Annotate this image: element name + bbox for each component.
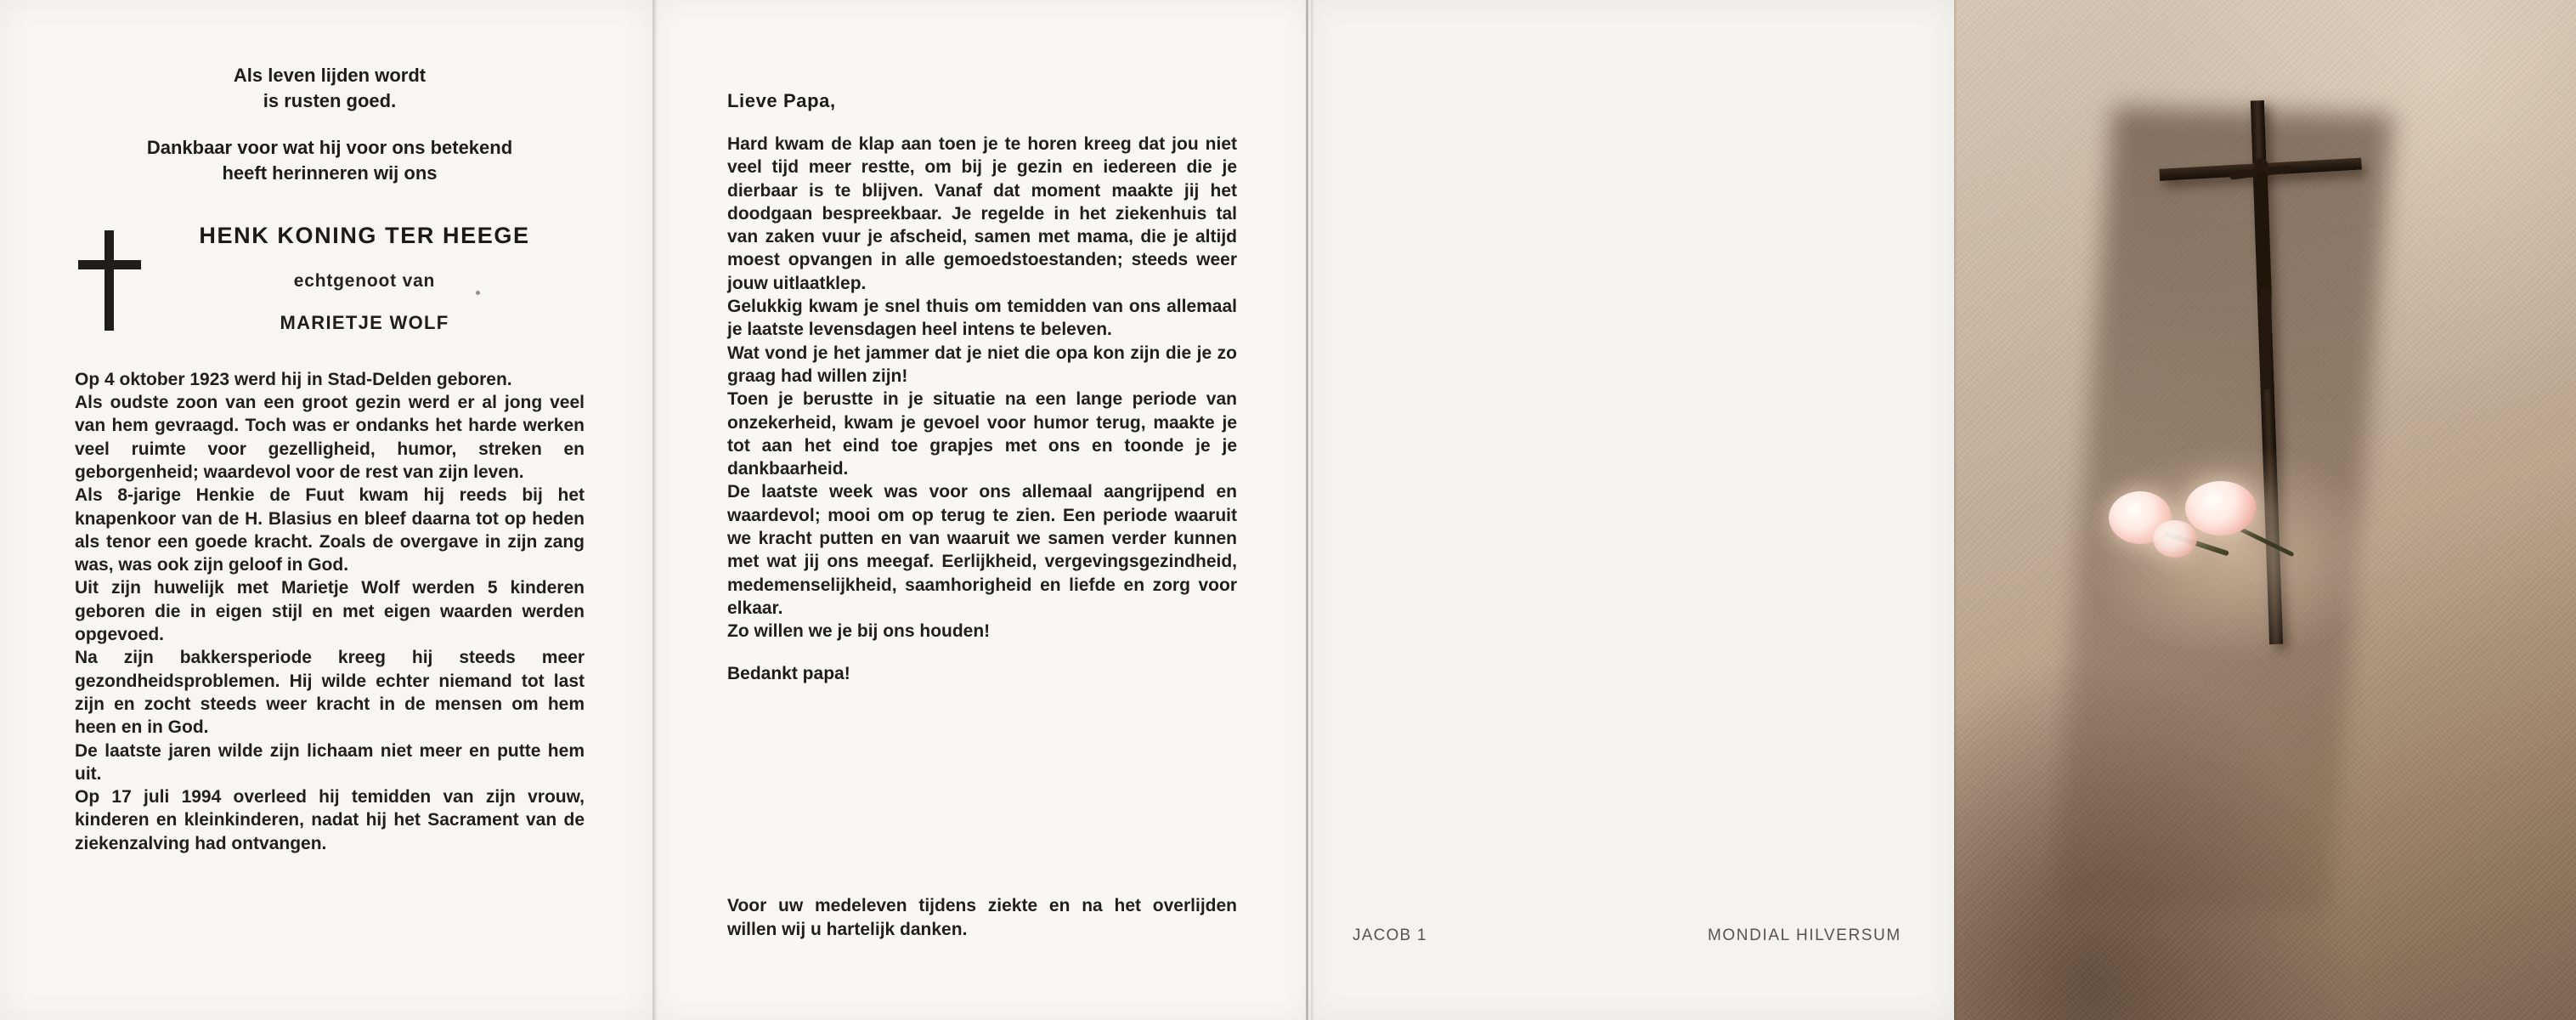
bio-paragraph: Na zijn bakkersperiode kreeg hij steeds meer gezondheidsproblemen. Hij wilde echter niemand tot last zijn en zocht steeds weer kracht in de mensen om hem heen en in God.: [75, 648, 585, 738]
relation-label: echtgenoot van: [293, 271, 436, 292]
fold-seam: [654, 0, 657, 1020]
paper-blemish-dot: [476, 291, 480, 295]
biography-content: [75, 63, 585, 855]
thanks-note: Voor uw medeleven tijdens ziekte en na het overlijden willen wij u hartelijk danken.: [727, 896, 1237, 939]
panel-biography: [0, 0, 654, 1020]
flower-arrangement: [2104, 476, 2316, 604]
image-reference-mark: JACOB 1: [1353, 926, 1427, 944]
panel-photo: [1954, 0, 2576, 1020]
biography-text: [75, 368, 585, 855]
cross-icon: [78, 230, 141, 331]
verse-line-2: is rusten goed.: [263, 89, 397, 111]
verse-line-3: Dankbaar voor wat hij voor ons betekend: [146, 137, 513, 159]
bio-paragraph: Op 17 juli 1994 overleed hij temidden van zijn vrouw, kinderen en kleinkinderen, nadat hij het Sacrament van de ziekenzalving had ontvangen.: [75, 787, 585, 853]
publisher-mark: MONDIAL HILVERSUM: [1708, 926, 1901, 944]
corpus-legs: [2261, 287, 2272, 389]
cross-vertical-bar: [105, 230, 114, 331]
deceased-name: HENK KONING TER HEEGE: [199, 223, 530, 249]
cross-horizontal-bar: [78, 260, 141, 269]
bio-paragraph: Op 4 oktober 1923 werd hij in Stad-Delden geboren.: [75, 369, 512, 389]
letter-paragraph: Toen je berustte in je situatie na een lange periode van onzekerheid, kwam je gevoel voor humor terug, maakte je tot aan het eind toe grapjes met ons en toonde je je dankbaarheid.: [727, 389, 1237, 479]
fold-seam: [1311, 0, 1313, 1020]
bio-paragraph: Uit zijn huwelijk met Marietje Wolf werden 5 kinderen geboren die in eigen stijl en met eigen waarden werden opgevoed.: [75, 578, 585, 645]
deceased-names: [141, 223, 585, 334]
fold-seam: [1954, 0, 1957, 1020]
corpus-torso: [2255, 172, 2272, 299]
letter-paragraph: De laatste week was voor ons allemaal aangrijpend en waardevol; mooi om op terug te zien. Een periode waaruit we kracht putten en van waaruit we samen verder kunnen met wat jij ons meegaf. Eerlijkheid, vergevingsgezindheid, medemenselijkheid, saamhorigheid en liefde en zorg voor elkaar.: [727, 482, 1237, 618]
letter-body: [727, 133, 1237, 643]
bio-paragraph: De laatste jaren wilde zijn lichaam niet meer en putte hem uit.: [75, 740, 585, 784]
verse-spacer: [75, 113, 585, 135]
letter-paragraph: Hard kwam de klap aan toen je te horen kreeg dat jou niet veel tijd meer restte, om bij je gezin en iedereen die je dierbaar is te blijven. Vanaf dat moment maakte jij het doodgaan bespreekbaar. Je regelde in het ziekenhuis tal van zaken vuur je afscheid, samen met mama, die je altijd moest opvangen in alle gemoedstoestanden; steeds weer jouw uitlaatklep.: [727, 134, 1237, 293]
letter-content: [727, 90, 1237, 684]
flower-bloom: [2153, 520, 2197, 558]
verse-block: [75, 63, 585, 186]
panel-back: [1308, 0, 1954, 1020]
verse-line-1: Als leven lijden wordt: [233, 65, 427, 86]
letter-closing: Bedankt papa!: [727, 663, 850, 683]
letter-paragraph: Zo willen we je bij ons houden!: [727, 621, 991, 642]
spouse-name: MARIETJE WOLF: [280, 312, 449, 334]
flower-bloom: [2185, 481, 2257, 536]
panel-letter: [654, 0, 1308, 1020]
letter-paragraph: Wat vond je het jammer dat je niet die opa kon zijn die je zo graag had willen zijn!: [727, 343, 1237, 386]
corpus-figure: [2229, 144, 2300, 400]
letter-paragraph: Gelukkig kwam je snel thuis om temidden van ons allemaal je laatste levensdagen heel intens te beleven.: [727, 297, 1237, 340]
crucifix-photo: [1954, 0, 2576, 1020]
verse-line-4: heeft herinneren wij ons: [222, 162, 438, 184]
name-block: [75, 215, 585, 343]
bio-paragraph: Als 8-jarige Henkie de Fuut kwam hij reeds bij het knapenkoor van de H. Blasius en bleef daarna tot op heden als tenor een goede kracht. Zoals de overgave in zijn zang was, was ook zijn geloof in God.: [75, 485, 585, 575]
paper-edge-shading: [1308, 0, 1954, 1020]
letter-salutation: Lieve Papa,: [727, 90, 836, 111]
bio-paragraph: Als oudste zoon van een groot gezin werd er al jong veel van hem gevraagd. Toch was er ondanks het harde werken veel ruimte voor gezelligheid, humor, streken en geborgenheid; waardevol voor de rest van zijn leven.: [75, 393, 585, 482]
